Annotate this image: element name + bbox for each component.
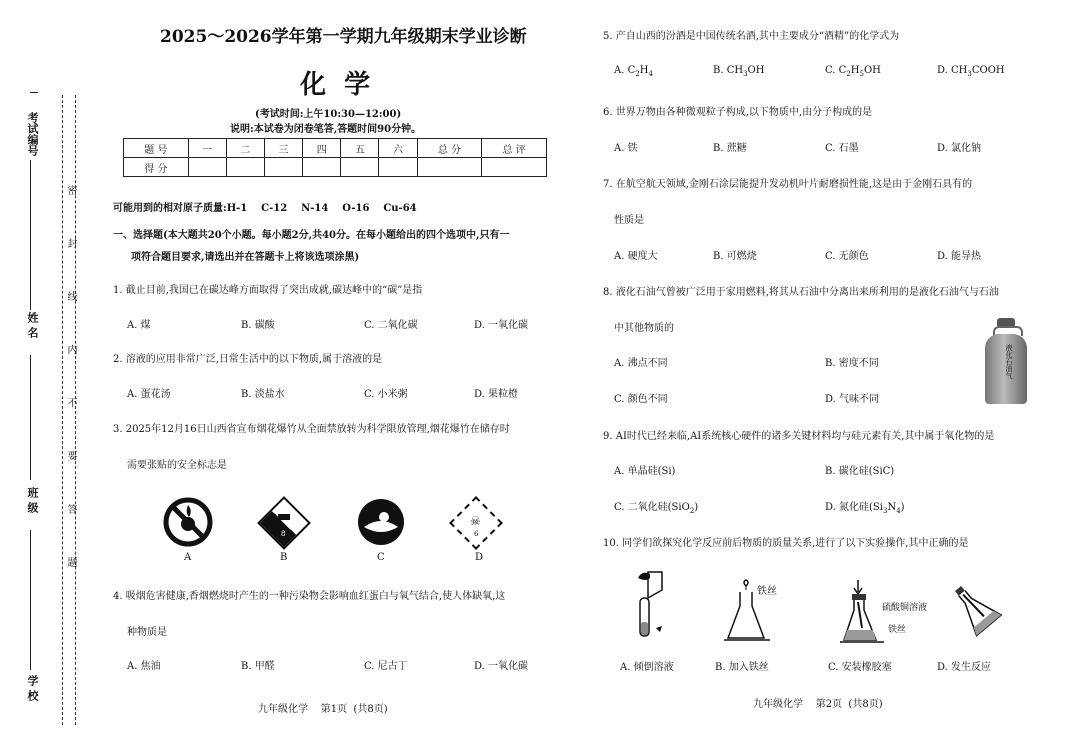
q7-option-d[interactable]: D. 能导热 xyxy=(937,251,982,262)
class-blank[interactable] xyxy=(30,530,31,670)
q8-stem-line2: 中其他物质的 xyxy=(614,323,674,334)
q1-option-b[interactable]: B. 碳酸 xyxy=(241,320,275,331)
q6-option-d[interactable]: D. 氯化钠 xyxy=(937,143,982,154)
q3-label-b[interactable]: B xyxy=(280,552,288,563)
q4-stem-line1: 4. 吸烟危害健康,香烟燃烧时产生的一种污染物会影响血红蛋白与氧气结合,使人体缺氧,这 xyxy=(113,591,506,602)
q5-option-b[interactable]: B. $CH_3OH$ xyxy=(713,65,765,78)
q5-stem: 5. 产自山西的汾酒是中国传统名酒,其中主要成分“酒精”的化学式为 xyxy=(603,31,900,42)
q7-option-c[interactable]: C. 无颜色 xyxy=(825,251,869,262)
q1-option-c[interactable]: C. 二氧化碳 xyxy=(364,320,418,331)
q6-option-a[interactable]: A. 铁 xyxy=(614,143,638,154)
q2-option-b[interactable]: B. 淡盐水 xyxy=(241,389,285,400)
score-cell[interactable] xyxy=(482,158,547,177)
score-cell[interactable] xyxy=(341,158,379,177)
q2-option-a[interactable]: A. 蛋花汤 xyxy=(127,389,171,400)
q6-option-b[interactable]: B. 蔗糖 xyxy=(713,143,747,154)
q9-option-d[interactable]: D. 氮化硅$(Si_3N_4)$ xyxy=(825,502,905,515)
name-blank[interactable] xyxy=(30,355,31,480)
score-cell[interactable] xyxy=(303,158,341,177)
q4-stem-line2: 种物质是 xyxy=(127,627,167,638)
score-header: 四 xyxy=(303,139,341,158)
q3-label-c[interactable]: C xyxy=(377,552,385,563)
lpg-tank-label: 液化石油气 xyxy=(1005,344,1013,379)
atomic-masses: 可能用到的相对原子质量:H-1 C-12 N-14 O-16 Cu-64 xyxy=(113,203,417,214)
q9-option-a[interactable]: A. 单晶硅(Si) xyxy=(614,466,676,477)
q7-stem-line2: 性质是 xyxy=(614,215,644,226)
score-cell[interactable] xyxy=(226,158,264,177)
q7-option-a[interactable]: A. 硬度大 xyxy=(614,251,658,262)
q8-option-c[interactable]: C. 颜色不同 xyxy=(614,394,668,405)
score-header: 题 号 xyxy=(124,139,189,158)
exam-instruction: 说明:本试卷为闭卷笔答,答题时间90分钟。 xyxy=(230,124,422,135)
page1-footer: 九年级化学 第1页 (共8页) xyxy=(258,704,388,715)
q9-stem: 9. AI时代已经来临,AI系统核心硬件的诸多关键材料均与硅元素有关,其中属于氧化物的是 xyxy=(603,431,995,442)
q3-stem-line1: 3. 2025年12月16日山西省宣布烟花爆竹从全面禁放转为科学限放管理,烟花爆竹在储存时 xyxy=(113,424,510,435)
q6-stem: 6. 世界万物由各种微观粒子构成,以下物质中,由分子构成的是 xyxy=(603,107,873,118)
q8-option-a[interactable]: A. 沸点不同 xyxy=(614,358,668,369)
q1-option-d[interactable]: D. 一氧化碳 xyxy=(474,320,529,331)
q4-option-a[interactable]: A. 焦油 xyxy=(127,661,161,672)
q4-option-b[interactable]: B. 甲醛 xyxy=(241,661,275,672)
exam-number-blank[interactable] xyxy=(30,160,31,310)
q10-label-cuso4: 硫酸铜溶液 xyxy=(882,603,928,613)
installing-stopper-figure-icon xyxy=(840,578,884,646)
exam-title: 2025～2026学年第一学期九年级期末学业诊断 xyxy=(160,27,527,47)
seal-line-warning: 密 封 线 内 不 要 答 题 xyxy=(65,185,76,588)
score-row-label: 得 分 xyxy=(124,158,189,177)
q3-label-a[interactable]: A xyxy=(184,552,192,563)
score-header: 二 xyxy=(226,139,264,158)
q6-option-c[interactable]: C. 石墨 xyxy=(825,143,859,154)
q8-option-b[interactable]: B. 密度不同 xyxy=(825,358,879,369)
q1-option-a[interactable]: A. 煤 xyxy=(127,320,151,331)
score-cell[interactable] xyxy=(417,158,482,177)
score-cell[interactable] xyxy=(188,158,226,177)
score-header: 总 评 xyxy=(482,139,547,158)
toxic-sign-icon: ☠ 6 xyxy=(455,502,497,544)
score-header: 总 分 xyxy=(417,139,482,158)
no-fireworks-sign-icon xyxy=(163,497,213,547)
toxic-class-number: 6 xyxy=(474,530,479,538)
score-header: 一 xyxy=(188,139,226,158)
score-header: 五 xyxy=(341,139,379,158)
q8-stem-line1: 8. 液化石油气曾被广泛用于家用燃料,将其从石油中分离出来所利用的是液化石油气与石油 xyxy=(603,287,999,298)
q5-option-a[interactable]: A. $C_2H_4$ xyxy=(614,65,653,78)
lpg-tank-image xyxy=(983,318,1029,408)
name-label: 姓 名 xyxy=(26,312,39,338)
q4-option-d[interactable]: D. 一氧化碳 xyxy=(474,661,529,672)
q5-option-d[interactable]: D. $CH_3COOH$ xyxy=(937,65,1005,78)
q10-option-d[interactable]: D. 发生反应 xyxy=(937,662,992,673)
page2-footer: 九年级化学 第2页 (共8页) xyxy=(753,699,883,710)
q2-stem: 2. 溶液的应用非常广泛,日常生活中的以下物质,属于溶液的是 xyxy=(113,354,383,365)
score-header: 六 xyxy=(379,139,417,158)
q9-option-c[interactable]: C. 二氧化硅(SiO$_2$) xyxy=(614,502,699,515)
q3-label-d[interactable]: D xyxy=(475,552,484,563)
subject-title: 化 学 xyxy=(300,70,371,100)
class-label: 班 级 xyxy=(26,487,39,513)
q10-option-b[interactable]: B. 加入铁丝 xyxy=(715,662,769,673)
q10-stem: 10. 同学们欲探究化学反应前后物质的质量关系,进行了以下实验操作,其中正确的是 xyxy=(603,538,969,549)
section1-intro-line2: 项符合题目要求,请选出并在答题卡上将该选项涂黑) xyxy=(131,252,360,263)
q8-option-d[interactable]: D. 气味不同 xyxy=(825,394,880,405)
q9-option-b[interactable]: B. 碳化硅(SiC) xyxy=(825,466,895,477)
q10-label-iron-wire-c: 铁丝 xyxy=(888,625,907,635)
q10-option-c[interactable]: C. 安装橡胶塞 xyxy=(828,662,892,673)
q7-option-b[interactable]: B. 可燃烧 xyxy=(713,251,757,262)
oxidizer-circle-sign-icon xyxy=(356,497,406,547)
pouring-solution-figure-icon xyxy=(628,568,680,648)
q3-stem-line2: 需要张贴的安全标志是 xyxy=(127,460,227,471)
q10-label-iron-wire-b: 铁丝 xyxy=(757,586,777,597)
reaction-flask-figure-icon xyxy=(948,580,1004,638)
exam-time: (考试时间:上午10:30—12:00) xyxy=(255,109,402,120)
corrosive-class-number: 8 xyxy=(281,530,286,538)
score-cell[interactable] xyxy=(264,158,302,177)
q2-option-c[interactable]: C. 小米粥 xyxy=(364,389,408,400)
q7-stem-line1: 7. 在航空航天领域,金刚石涂层能提升发动机叶片耐磨损性能,这是由于金刚石具有的 xyxy=(603,179,973,190)
school-label: 学 校 xyxy=(26,675,39,701)
q4-option-c[interactable]: C. 尼古丁 xyxy=(364,661,408,672)
score-header: 三 xyxy=(264,139,302,158)
q5-option-c[interactable]: C. $C_2H_5OH$ xyxy=(825,65,881,78)
score-table xyxy=(123,138,547,177)
q10-option-a[interactable]: A. 倾倒溶液 xyxy=(620,662,674,673)
corrosive-sign-icon xyxy=(263,502,305,544)
q2-option-d[interactable]: D. 果粒橙 xyxy=(474,389,519,400)
score-cell[interactable] xyxy=(379,158,417,177)
exam-number-label: 考试编号 xyxy=(26,112,39,156)
section1-intro-line1: 一、选择题(本大题共20个小题。每小题2分,共40分。在每小题给出的四个选项中,只有一 xyxy=(113,230,510,241)
q1-stem: 1. 截止目前,我国已在碳达峰方面取得了突出成就,碳达峰中的“碳”是指 xyxy=(113,285,423,296)
